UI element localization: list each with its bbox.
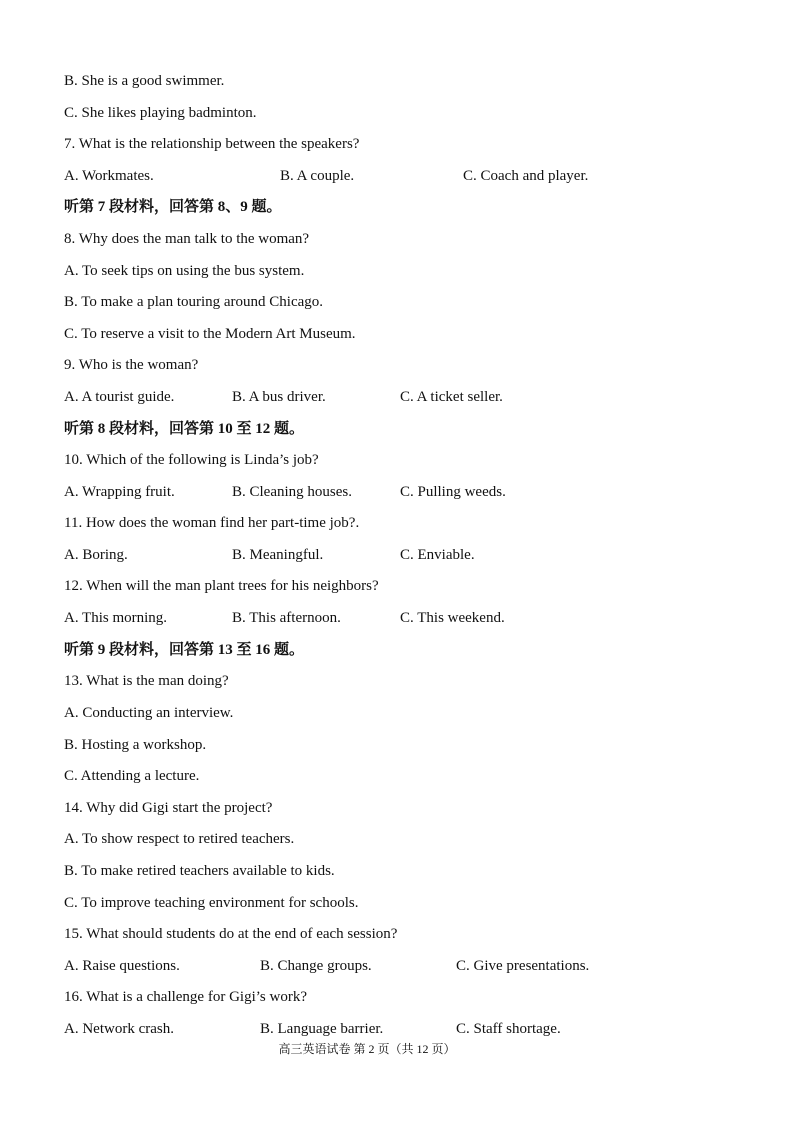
q7-option-a: A. Workmates. <box>64 168 154 184</box>
q15-option-a: A. Raise questions. <box>64 958 180 974</box>
q13-option-b: B. Hosting a workshop. <box>64 737 207 753</box>
q10-option-a: A. Wrapping fruit. <box>64 484 175 500</box>
q16-option-c: C. Staff shortage. <box>456 1021 561 1037</box>
q11-stem: 11. How does the woman find her part-time job?. <box>64 515 360 531</box>
section-8-heading: 听第 8 段材料，回答第 10 至 12 题。 <box>64 421 305 437</box>
q7-option-b: B. A couple. <box>280 168 355 184</box>
q8-option-b: B. To make a plan touring around Chicago. <box>64 294 324 310</box>
q12-stem: 12. When will the man plant trees for his neighbors? <box>64 578 379 594</box>
q10-option-b: B. Cleaning houses. <box>232 484 352 500</box>
q13-option-c: C. Attending a lecture. <box>64 768 200 784</box>
q16-option-a: A. Network crash. <box>64 1021 174 1037</box>
q9-stem: 9. Who is the woman? <box>64 357 199 373</box>
section-7-heading: 听第 7 段材料，回答第 8、9 题。 <box>64 199 282 215</box>
section-9-heading: 听第 9 段材料，回答第 13 至 16 题。 <box>64 642 305 658</box>
q14-option-a: A. To show respect to retired teachers. <box>64 831 295 847</box>
q15-stem: 15. What should students do at the end of each session? <box>64 926 398 942</box>
q15-option-c: C. Give presentations. <box>456 958 590 974</box>
page-footer: 高三英语试卷 第 2 页（共 12 页） <box>278 1042 456 1056</box>
q12-option-c: C. This weekend. <box>400 610 505 626</box>
q8-option-c: C. To reserve a visit to the Modern Art Museum. <box>64 326 356 342</box>
q7-option-c: C. Coach and player. <box>463 168 589 184</box>
q12-option-a: A. This morning. <box>64 610 168 626</box>
q11-option-a: A. Boring. <box>64 547 128 563</box>
q14-option-b: B. To make retired teachers available to kids. <box>64 863 335 879</box>
q6-option-b: B. She is a good swimmer. <box>64 73 225 89</box>
q9-option-c: C. A ticket seller. <box>400 389 503 405</box>
q12-option-b: B. This afternoon. <box>232 610 341 626</box>
q9-option-b: B. A bus driver. <box>232 389 326 405</box>
q6-option-c: C. She likes playing badminton. <box>64 105 257 121</box>
q8-stem: 8. Why does the man talk to the woman? <box>64 231 310 247</box>
q14-option-c: C. To improve teaching environment for schools. <box>64 895 359 911</box>
q14-stem: 14. Why did Gigi start the project? <box>64 800 273 816</box>
q11-option-c: C. Enviable. <box>400 547 475 563</box>
q8-option-a: A. To seek tips on using the bus system. <box>64 263 305 279</box>
q10-stem: 10. Which of the following is Linda’s job? <box>64 452 319 468</box>
q13-stem: 13. What is the man doing? <box>64 673 229 689</box>
q13-option-a: A. Conducting an interview. <box>64 705 234 721</box>
q16-stem: 16. What is a challenge for Gigi’s work? <box>64 989 307 1005</box>
q9-option-a: A. A tourist guide. <box>64 389 175 405</box>
q15-option-b: B. Change groups. <box>260 958 372 974</box>
q11-option-b: B. Meaningful. <box>232 547 324 563</box>
q16-option-b: B. Language barrier. <box>260 1021 384 1037</box>
q7-stem: 7. What is the relationship between the speakers? <box>64 136 360 152</box>
q10-option-c: C. Pulling weeds. <box>400 484 506 500</box>
